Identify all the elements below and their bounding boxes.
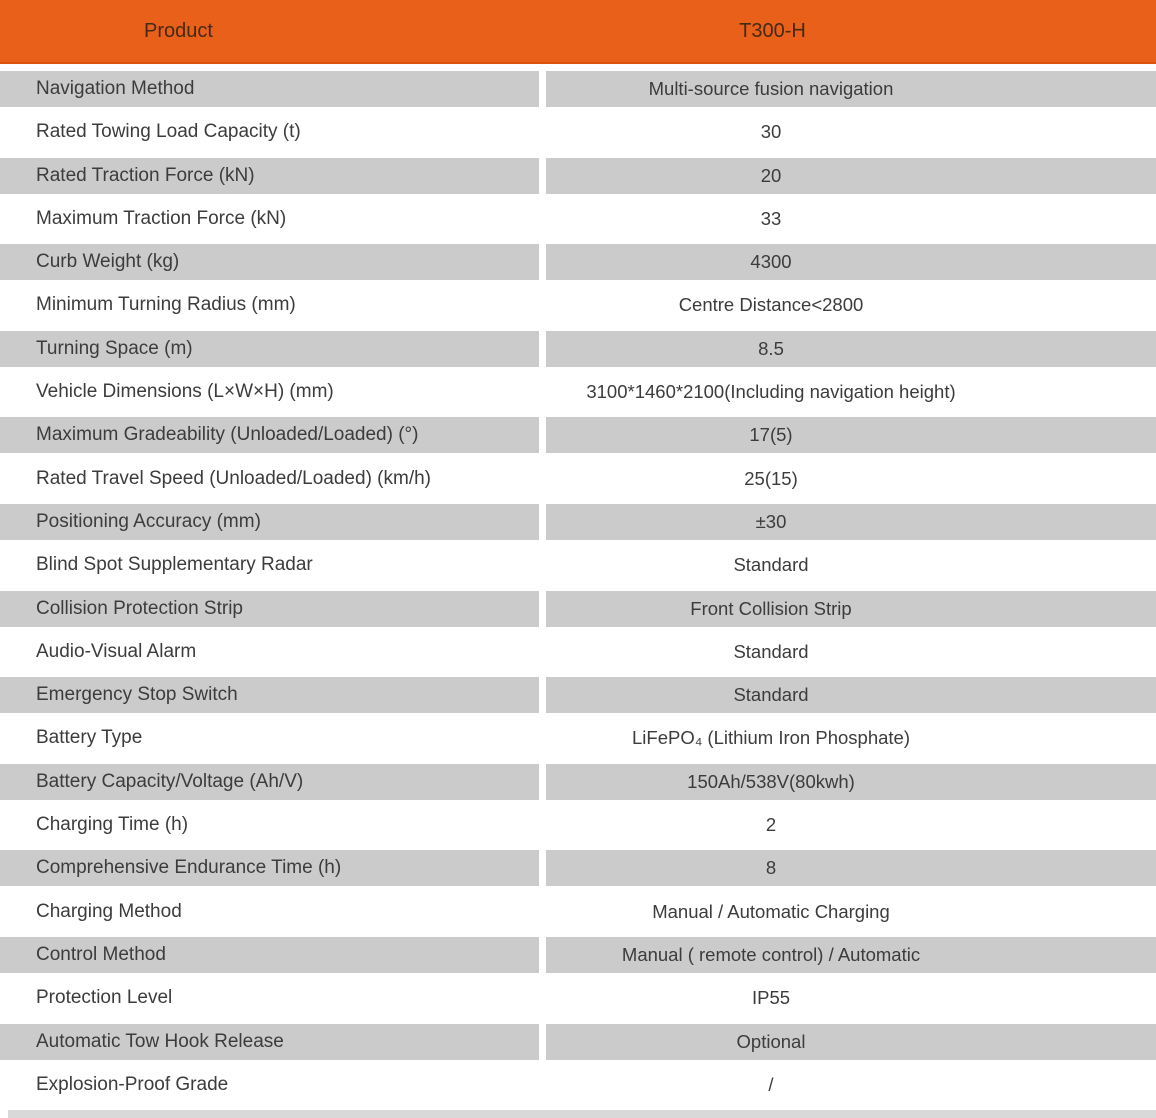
table-row (0, 764, 1156, 800)
table-row (0, 894, 1156, 930)
table-row (0, 71, 1156, 107)
cropped-next-row-edge (8, 1110, 1156, 1118)
spec-rows (0, 71, 1156, 1103)
spec-value: Optional (546, 1024, 1156, 1060)
spec-label: Protection Level (0, 980, 539, 1016)
table-row (0, 158, 1156, 194)
spec-value: Standard (546, 634, 1156, 670)
spec-value: ±30 (546, 504, 1156, 540)
spec-value: 150Ah/538V(80kwh) (546, 764, 1156, 800)
spec-label: Turning Space (m) (0, 331, 539, 367)
spec-label: Battery Capacity/Voltage (Ah/V) (0, 764, 539, 800)
spec-label: Positioning Accuracy (mm) (0, 504, 539, 540)
spec-value: Front Collision Strip (546, 591, 1156, 627)
table-row (0, 677, 1156, 713)
table-row (0, 201, 1156, 237)
spec-label: Charging Time (h) (0, 807, 539, 843)
table-row (0, 980, 1156, 1016)
header-model-cell (539, 0, 1156, 62)
spec-value: Centre Distance<2800 (546, 287, 1156, 323)
table-row (0, 244, 1156, 280)
table-row (0, 504, 1156, 540)
spec-label: Emergency Stop Switch (0, 677, 539, 713)
header-product-cell (0, 0, 539, 62)
spec-value: 8.5 (546, 331, 1156, 367)
spec-value: 3100*1460*2100(Including navigation height) (546, 374, 1156, 410)
table-row (0, 417, 1156, 453)
spec-label: Battery Type (0, 720, 539, 756)
spec-label: Minimum Turning Radius (mm) (0, 287, 539, 323)
table-row (0, 937, 1156, 973)
spec-value: Standard (546, 547, 1156, 583)
spec-value: 8 (546, 850, 1156, 886)
table-row (0, 850, 1156, 886)
table-row (0, 331, 1156, 367)
spec-label: Control Method (0, 937, 539, 973)
spec-label: Audio-Visual Alarm (0, 634, 539, 670)
spec-label: Rated Traction Force (kN) (0, 158, 539, 194)
spec-label: Blind Spot Supplementary Radar (0, 547, 539, 583)
spec-label: Automatic Tow Hook Release (0, 1024, 539, 1060)
spec-value: 20 (546, 158, 1156, 194)
spec-label: Vehicle Dimensions (L×W×H) (mm) (0, 374, 539, 410)
table-row (0, 591, 1156, 627)
spec-value: 25(15) (546, 461, 1156, 497)
spec-label: Comprehensive Endurance Time (h) (0, 850, 539, 886)
spec-label: Rated Towing Load Capacity (t) (0, 114, 539, 150)
table-row (0, 720, 1156, 756)
table-row (0, 287, 1156, 323)
spec-label: Rated Travel Speed (Unloaded/Loaded) (km/h) (0, 461, 539, 497)
spec-value: 17(5) (546, 417, 1156, 453)
spec-value: Manual ( remote control) / Automatic (546, 937, 1156, 973)
spec-value: LiFePO₄ (Lithium Iron Phosphate) (546, 720, 1156, 756)
spec-value: 2 (546, 807, 1156, 843)
spec-value: 33 (546, 201, 1156, 237)
table-row (0, 374, 1156, 410)
table-row (0, 547, 1156, 583)
spec-label: Explosion-Proof Grade (0, 1067, 539, 1103)
header-model-label: T300-H (739, 20, 806, 42)
spec-value: 4300 (546, 244, 1156, 280)
table-header (0, 0, 1156, 64)
spec-value: / (546, 1067, 1156, 1103)
table-row (0, 1024, 1156, 1060)
spec-label: Curb Weight (kg) (0, 244, 539, 280)
table-row (0, 461, 1156, 497)
spec-label: Maximum Traction Force (kN) (0, 201, 539, 237)
spec-value: Standard (546, 677, 1156, 713)
spec-value: IP55 (546, 980, 1156, 1016)
spec-label: Maximum Gradeability (Unloaded/Loaded) (°) (0, 417, 539, 453)
spec-label: Navigation Method (0, 71, 539, 107)
table-row (0, 634, 1156, 670)
table-row (0, 807, 1156, 843)
spec-label: Charging Method (0, 894, 539, 930)
table-row (0, 1067, 1156, 1103)
header-product-label: Product (144, 20, 213, 42)
table-row (0, 114, 1156, 150)
spec-value: 30 (546, 114, 1156, 150)
spec-label: Collision Protection Strip (0, 591, 539, 627)
spec-value: Manual / Automatic Charging (546, 894, 1156, 930)
spec-value: Multi-source fusion navigation (546, 71, 1156, 107)
